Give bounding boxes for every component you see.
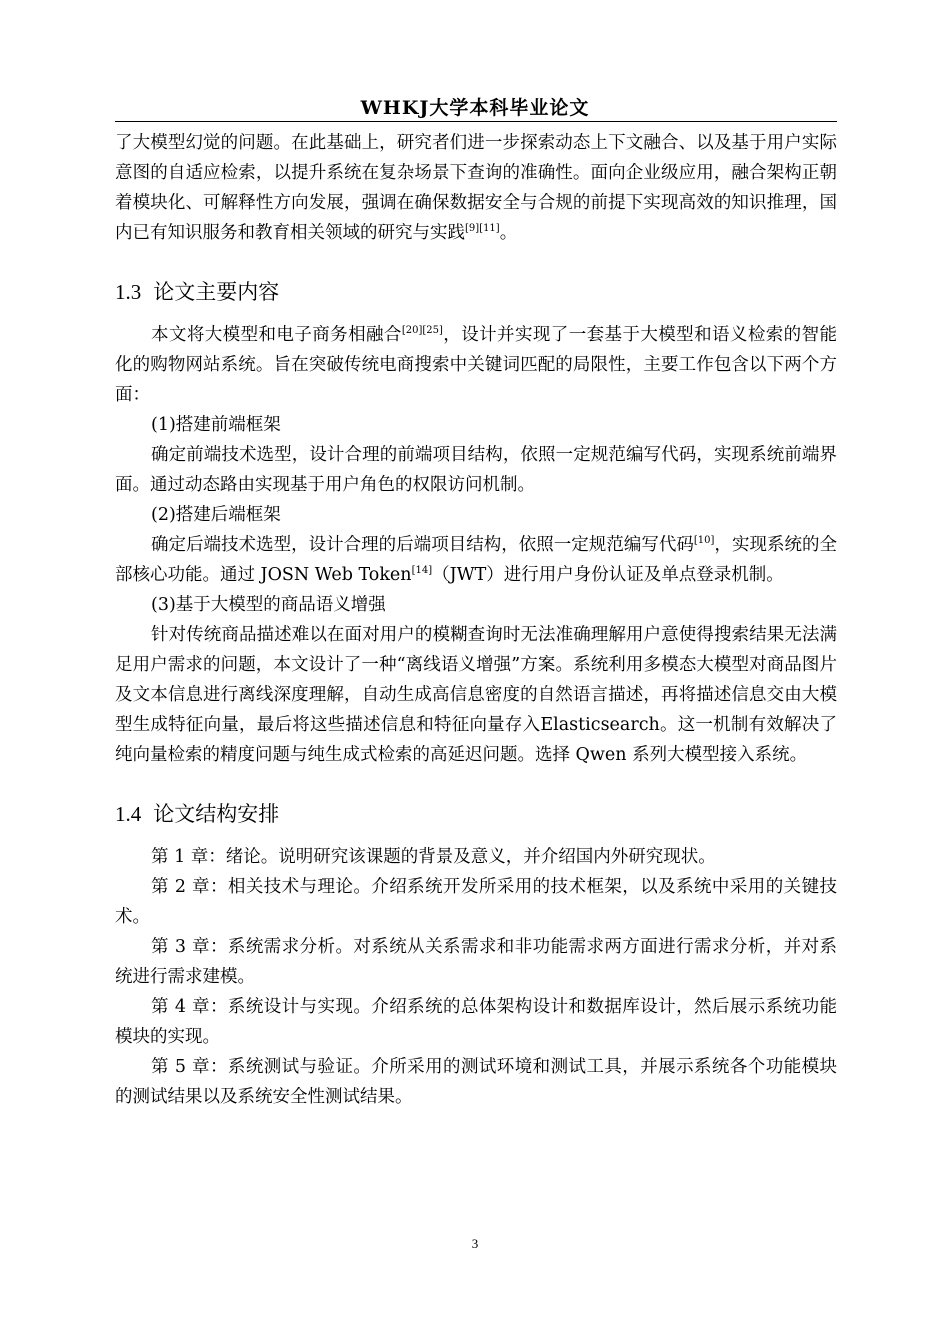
section-heading-1-3 <box>115 276 837 308</box>
citation: [9][11] <box>465 223 500 234</box>
section-number: 1.4 <box>115 802 142 826</box>
chapter-line: 第 4 章：系统设计与实现。介绍系统的总体架构设计和数据库设计，然后展示系统功能模块的实现。 <box>115 997 837 1047</box>
citation: [14] <box>411 565 433 576</box>
item-body: 确定前端技术选型，设计合理的前端项目结构，依照一定规范编写代码，实现系统前端界面。通过动态路由实现基于用户角色的权限访问机制。 <box>115 445 837 495</box>
item-body: 确定后端技术选型，设计合理的后端项目结构，依照一定规范编写代码[10]，实现系统的全部核心功能。通过 JOSN Web Token[14]（JWT）进行用户身份认证及单点登录机制。 <box>115 535 838 585</box>
body-text <box>115 128 837 1112</box>
item-body: 针对传统商品描述难以在面对用户的模糊查询时无法准确理解用户意使得搜索结果无法满足用户需求的问题，本文设计了一种“离线语义增强”方案。系统利用多模态大模型对商品图片及文本信息进行离线深度理解，自动生成高信息密度的自然语言描述，再将描述信息交由大模型生成特征向量，最后将这些描述信息和特征向量存入Elasticsearch。这一机制有效解决了纯向量检索的精度问题与纯生成式检索的高延迟问题。选择 Qwen 系列大模型接入系统。 <box>115 625 837 765</box>
section-title: 论文结构安排 <box>153 802 280 826</box>
page-number: 3 <box>471 1236 479 1251</box>
chapter-line: 第 3 章：系统需求分析。对系统从关系需求和非功能需求两方面进行需求分析，并对系统进行需求建模。 <box>115 937 837 987</box>
citation: [10] <box>693 535 715 546</box>
paragraph: 本文将大模型和电子商务相融合[20][25]，设计并实现了一套基于大模型和语义检索的智能化的购物网站系统。旨在突破传统电商搜索中关键词匹配的局限性，主要工作包含以下两个方面： <box>115 325 838 405</box>
item-title: (2)搭建后端框架 <box>151 505 281 525</box>
citation: [20][25] <box>401 325 443 336</box>
header-rule <box>115 121 837 122</box>
intro-paragraph: 了大模型幻觉的问题。在此基础上，研究者们进一步探索动态上下文融合、以及基于用户实际意图的自适应检索，以提升系统在复杂场景下查询的准确性。面向企业级应用，融合架构正朝着模块化、可解释性方向发展，强调在确保数据安全与合规的前提下实现高效的知识推理，国内已有知识服务和教育相关领域的研究与实践[9][11]。 <box>115 133 837 243</box>
item-title: (1)搭建前端框架 <box>151 415 281 435</box>
chapter-line: 第 2 章：相关技术与理论。介绍系统开发所采用的技术框架，以及系统中采用的关键技术。 <box>115 877 837 927</box>
section-title: 论文主要内容 <box>153 280 280 304</box>
section-number: 1.3 <box>115 280 142 304</box>
item-title: (3)基于大模型的商品语义增强 <box>151 595 386 615</box>
chapter-line: 第 5 章：系统测试与验证。介所采用的测试环境和测试工具，并展示系统各个功能模块的测试结果以及系统安全性测试结果。 <box>115 1057 837 1107</box>
chapter-line: 第 1 章：绪论。说明研究该课题的背景及意义，并介绍国内外研究现状。 <box>151 847 716 867</box>
section-heading-1-4 <box>115 798 837 830</box>
page-header: WHKJ大学本科毕业论文 <box>360 97 590 119</box>
